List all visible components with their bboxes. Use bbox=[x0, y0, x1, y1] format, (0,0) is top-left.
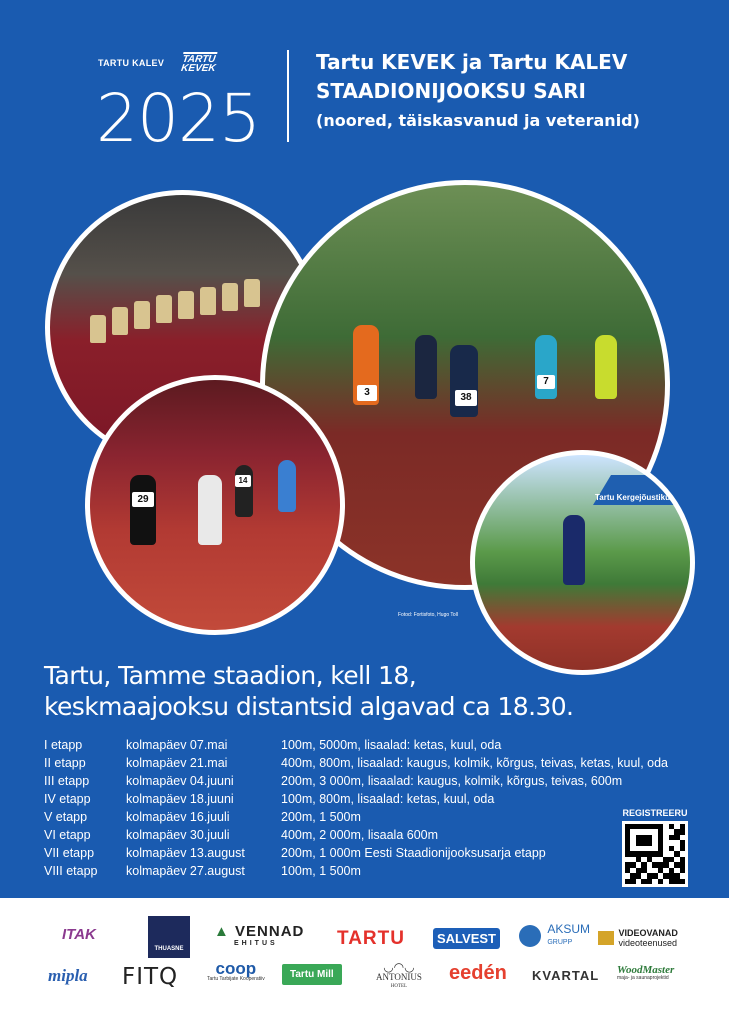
bib-7: 7 bbox=[537, 375, 555, 389]
bib-3: 3 bbox=[357, 385, 377, 401]
venue-info bbox=[44, 660, 573, 722]
date-cell: kolmapäev 16.juuli bbox=[126, 810, 230, 824]
schedule-row bbox=[44, 736, 668, 754]
trophy-icon bbox=[178, 291, 194, 319]
sponsor-tartu bbox=[337, 928, 405, 950]
tent-label: Tartu Kergejõustikuk bbox=[595, 493, 675, 502]
stage-cell: VIII etapp bbox=[44, 864, 98, 878]
runner-figure bbox=[595, 335, 617, 399]
venue-line2: keskmaajooksu distantsid algavad ca 18.30. bbox=[44, 692, 574, 721]
events-cell: 200m, 3 000m, lisaalad: kaugus, kolmik, kõrgus, teivas, 600m bbox=[281, 774, 623, 788]
antonius-mark-icon: ◡◠◡ bbox=[383, 960, 415, 974]
schedule-row bbox=[44, 754, 668, 772]
stage-cell: VII etapp bbox=[44, 846, 95, 860]
mipla-text: mipla bbox=[48, 966, 88, 985]
sponsor-aksum bbox=[519, 924, 590, 948]
itak-text: ITAK bbox=[62, 926, 96, 943]
tree-icon: ▲ bbox=[214, 923, 230, 940]
runner-figure bbox=[415, 335, 437, 399]
tartu-kevek-logo bbox=[181, 52, 218, 73]
date-cell: kolmapäev 27.august bbox=[126, 864, 245, 878]
photo-credit: Fotod: Fortisfoto, Hugo Toll bbox=[398, 612, 458, 618]
kalev-text: TARTU KALEV bbox=[98, 57, 165, 68]
trophy-icon bbox=[156, 295, 172, 323]
sponsor-antonius bbox=[376, 962, 422, 992]
sponsor-kvartal bbox=[532, 968, 599, 983]
date-cell: kolmapäev 04.juuni bbox=[126, 774, 234, 788]
coop-text: coop bbox=[215, 959, 257, 978]
stage-cell: II etapp bbox=[44, 756, 86, 770]
sponsor-tartumill bbox=[282, 964, 342, 985]
trophy-icon bbox=[134, 301, 150, 329]
date-cell: kolmapäev 13.august bbox=[126, 846, 245, 860]
kvartal-text: KVARTAL bbox=[532, 968, 600, 983]
runner-figure bbox=[450, 345, 478, 417]
runner-figure bbox=[235, 465, 253, 517]
stage-cell: VI etapp bbox=[44, 828, 91, 842]
trophy-icon bbox=[222, 283, 238, 311]
top-logos bbox=[98, 52, 217, 73]
sponsor-mipla bbox=[48, 966, 88, 986]
sponsor-videovanad bbox=[598, 928, 678, 948]
date-cell: kolmapäev 18.juuni bbox=[126, 792, 234, 806]
salvest-text: SALVEST bbox=[437, 931, 496, 946]
schedule-row bbox=[44, 862, 668, 880]
trophy-icon bbox=[200, 287, 216, 315]
antonius-text: ANTONIUS bbox=[376, 972, 422, 982]
aksum-text: AKSUM bbox=[547, 922, 591, 936]
runner-figure bbox=[535, 335, 557, 399]
schedule-row bbox=[44, 826, 668, 844]
date-cell: kolmapäev 21.mai bbox=[126, 756, 228, 770]
schedule-row bbox=[44, 844, 668, 862]
woodmaster-sub: maja- ja saunaprojektid bbox=[617, 975, 669, 981]
kevek-line1: TARTU bbox=[181, 54, 217, 65]
coop-sub: Tartu Tarbijate Kooperatiiv bbox=[207, 976, 265, 982]
video-text: VIDEOVANAD bbox=[618, 928, 678, 938]
schedule-table bbox=[44, 736, 668, 880]
trophy-icon bbox=[90, 315, 106, 343]
stage-cell: III etapp bbox=[44, 774, 90, 788]
sponsors-footer bbox=[0, 898, 729, 1024]
stage-cell: V etapp bbox=[44, 810, 88, 824]
aksum-icon bbox=[519, 925, 541, 947]
events-cell: 400m, 2 000m, lisaala 600m bbox=[281, 828, 439, 842]
bib-38: 38 bbox=[455, 390, 477, 406]
register-label: REGISTREERU bbox=[622, 808, 688, 818]
schedule-row bbox=[44, 790, 668, 808]
veteran-runner-photo bbox=[470, 450, 695, 675]
runner-figure bbox=[278, 460, 296, 512]
aksum-sub: GRUPP bbox=[547, 939, 573, 946]
date-cell: kolmapäev 07.mai bbox=[126, 738, 228, 752]
sponsor-eeden bbox=[449, 962, 507, 985]
tartu-text: TARTU bbox=[337, 928, 405, 949]
title-line2: STAADIONIJOOKSU SARI bbox=[316, 79, 586, 103]
sponsor-fitq bbox=[122, 964, 178, 990]
venue-line1: Tartu, Tamme staadion, kell 18, bbox=[44, 661, 417, 690]
date-cell: kolmapäev 30.juuli bbox=[126, 828, 230, 842]
sponsor-salvest bbox=[433, 928, 500, 949]
stage-cell: IV etapp bbox=[44, 792, 91, 806]
runner-figure bbox=[198, 475, 222, 545]
vennad-text: VENNAD bbox=[235, 923, 305, 940]
events-cell: 100m, 800m, lisaalad: ketas, kuul, oda bbox=[281, 792, 495, 806]
sponsor-vennad bbox=[214, 923, 305, 950]
kevek-line2: KEVEK bbox=[180, 63, 217, 74]
female-runners-photo bbox=[85, 375, 345, 635]
header-divider bbox=[287, 50, 289, 142]
tartumill-text: Tartu Mill bbox=[290, 969, 334, 980]
antonius-sub: HOTEL bbox=[390, 984, 408, 989]
runner-figure bbox=[563, 515, 585, 585]
events-cell: 200m, 1 000m Eesti Staadionijooksusarja etapp bbox=[281, 846, 546, 860]
qr-code-icon[interactable] bbox=[622, 821, 688, 887]
register-block[interactable] bbox=[618, 808, 692, 887]
fitq-text: FITQ bbox=[122, 964, 179, 990]
runner-figure bbox=[130, 475, 156, 545]
year-title: 2025 bbox=[96, 80, 260, 157]
woodmaster-text: WoodMaster bbox=[617, 964, 675, 976]
events-cell: 400m, 800m, lisaalad: kaugus, kolmik, kõrgus, teivas, ketas, kuul, oda bbox=[281, 756, 668, 770]
eeden-text: eedén bbox=[449, 962, 507, 984]
title-line1: Tartu KEVEK ja Tartu KALEV bbox=[316, 50, 628, 74]
camera-icon bbox=[598, 931, 614, 945]
sponsor-woodmaster bbox=[617, 966, 674, 981]
events-cell: 100m, 1 500m bbox=[281, 864, 361, 878]
events-cell: 200m, 1 500m bbox=[281, 810, 361, 824]
sponsor-coop bbox=[207, 959, 265, 982]
events-cell: 100m, 5000m, lisaalad: ketas, kuul, oda bbox=[281, 738, 502, 752]
trophy-icon bbox=[244, 279, 260, 307]
video-sub: videoteenused bbox=[618, 938, 678, 948]
schedule-row bbox=[44, 772, 668, 790]
sponsor-itak bbox=[62, 926, 96, 943]
stage-cell: I etapp bbox=[44, 738, 83, 752]
vennad-sub: EHITUS bbox=[234, 940, 278, 947]
trophy-icon bbox=[112, 307, 128, 335]
tartu-kalev-logo bbox=[98, 58, 164, 68]
sponsor-thuasne bbox=[148, 916, 190, 958]
bib-14: 14 bbox=[235, 475, 251, 487]
bib-29: 29 bbox=[132, 492, 154, 507]
title-line3: (noored, täiskasvanud ja veteranid) bbox=[316, 111, 640, 130]
schedule-row bbox=[44, 808, 668, 826]
series-title bbox=[316, 48, 640, 135]
thuasne-text: THUASNE bbox=[154, 946, 184, 952]
